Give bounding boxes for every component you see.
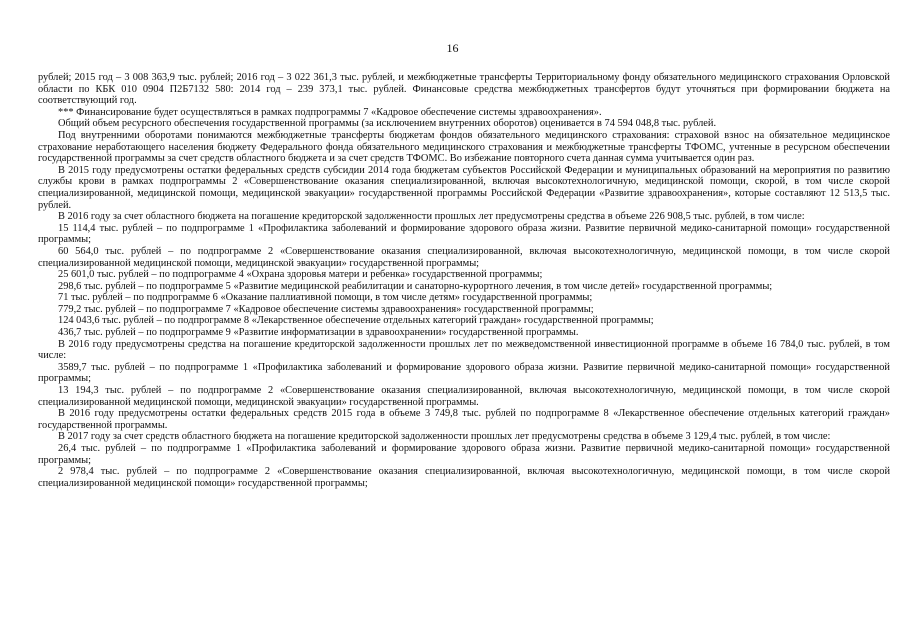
page-number: 16 [446, 41, 459, 55]
list-item: 3589,7 тыс. рублей – по подпрограмме 1 «Профилактика заболеваний и формирование здорового образа жизни. Развитие первичной медико-санитарной помощи» государственной программы; [38, 361, 890, 385]
footnote-paragraph: *** Финансирование будет осуществляться в рамках подпрограммы 7 «Кадровое обеспечение системы здравоохранения». [58, 106, 602, 118]
list-item: 13 194,3 тыс. рублей – по подпрограмме 2 «Совершенствование оказания специализированной, включая высокотехнологичную, медицинской помощи, в том числе скорой специализированной медицинской помощи, медицинской эвакуации» государственной программы. [38, 385, 890, 408]
paragraph: Общий объем ресурсного обеспечения государственной программы (за исключением внутренних оборотов) оценивается в 74 594 048,8 тыс. рублей. [58, 118, 717, 130]
document-body [38, 72, 890, 489]
list-item: 26,4 тыс. рублей – по подпрограмме 1 «Профилактика заболеваний и формирование здорового образа жизни. Развитие первичной медико-санитарной помощи» государственной программы; [38, 443, 890, 466]
paragraph: Под внутренними оборотами понимаются межбюджетные трансферты бюджетам фондов обязательного медицинского страхования: страховой взнос на обязательное медицинское страхование неработающего населения бюджету Федерального фонда обязательного медицинского страхования и межбюджетные трансферты ТФОМС, учтенные в ресурсном обеспечении государственной программы за счет средств областного бюджета и за счет средств ТФОМС. Во избежание повторного счета данная сумма учитывается один раз. [38, 129, 890, 165]
paragraph: рублей; 2015 год – 3 008 363,9 тыс. рублей; 2016 год – 3 022 361,3 тыс. рублей, и межбюджетные трансферты Территориальному фонду обязательного медицинского страхования Орловской области по КБК 010 0904 П2Б7132 580: 2014 год – 239 373,1 тыс. рублей. Финансовые средства межбюджетных трансфертов будут уточняться при формировании бюджета на соответствующий год. [38, 72, 890, 107]
paragraph: В 2016 году за счет областного бюджета на погашение кредиторской задолженности прошлых лет предусмотрены средства в объеме 226 908,5 тыс. рублей, в том числе: [58, 211, 805, 223]
list-item: 298,6 тыс. рублей – по подпрограмме 5 «Развитие медицинской реабилитации и санаторно-курортного лечения, в том числе детей» государственной программы; [58, 280, 773, 292]
paragraph: В 2016 году предусмотрены остатки федеральных средств 2015 года в объеме 3 749,8 тыс. рублей по подпрограмме 8 «Лекарственное обеспечение отдельных категорий граждан» государственной программы. [38, 408, 890, 431]
list-item: 71 тыс. рублей – по подпрограмме 6 «Оказание паллиативной помощи, в том числе детям» государственной программы; [58, 292, 593, 304]
paragraph: В 2016 году предусмотрены средства на погашение кредиторской задолженности прошлых лет по межведомственной инвестиционной программе в объеме 16 784,0 тыс. рублей, в том числе: [38, 338, 890, 362]
list-item: 2 978,4 тыс. рублей – по подпрограмме 2 «Совершенствование оказания специализированной, включая высокотехнологичную, медицинской помощи, в том числе скорой специализированной медицинской помощи» государственной программы; [38, 466, 890, 489]
list-item: 779,2 тыс. рублей – по подпрограмме 7 «Кадровое обеспечение системы здравоохранения» государственной программы; [58, 303, 594, 315]
paragraph: В 2017 году за счет средств областного бюджета на погашение кредиторской задолженности прошлых лет предусмотрены средства в объеме 3 129,4 тыс. рублей, в том числе: [58, 431, 831, 443]
paragraph: В 2015 году предусмотрены остатки федеральных средств субсидии 2014 года бюджетам субъектов Российской Федерации и муниципальных образований на мероприятия по развитию службы крови в рамках подпрограммы 2 «Совершенствование оказания специализированной, включая высокотехнологичную, медицинской помощи, скорой, в том числе скорой специализированной, медицинской помощи, медицинской эвакуации» государственной программы Российской Федерации «Развитие здравоохранения», которые составляют 12 513,5 тыс. рублей. [38, 164, 890, 211]
list-item: 25 601,0 тыс. рублей – по подпрограмме 4 «Охрана здоровья матери и ребенка» государственной программы; [58, 269, 543, 281]
list-item: 124 043,6 тыс. рублей – по подпрограмме 8 «Лекарственное обеспечение отдельных категорий граждан» государственной программы; [58, 315, 654, 327]
list-item: 436,7 тыс. рублей – по подпрограмме 9 «Развитие информатизации в здравоохранении» государственной программы. [58, 327, 579, 339]
list-item: 60 564,0 тыс. рублей – по подпрограмме 2 «Совершенствование оказания специализированной, включая высокотехнологичную, медицинской помощи, в том числе скорой специализированной медицинской помощи, медицинской эвакуации» государственной программы; [38, 245, 890, 269]
list-item: 15 114,4 тыс. рублей – по подпрограмме 1 «Профилактика заболеваний и формирование здорового образа жизни. Развитие первичной медико-санитарной помощи» государственной программы; [38, 222, 890, 246]
